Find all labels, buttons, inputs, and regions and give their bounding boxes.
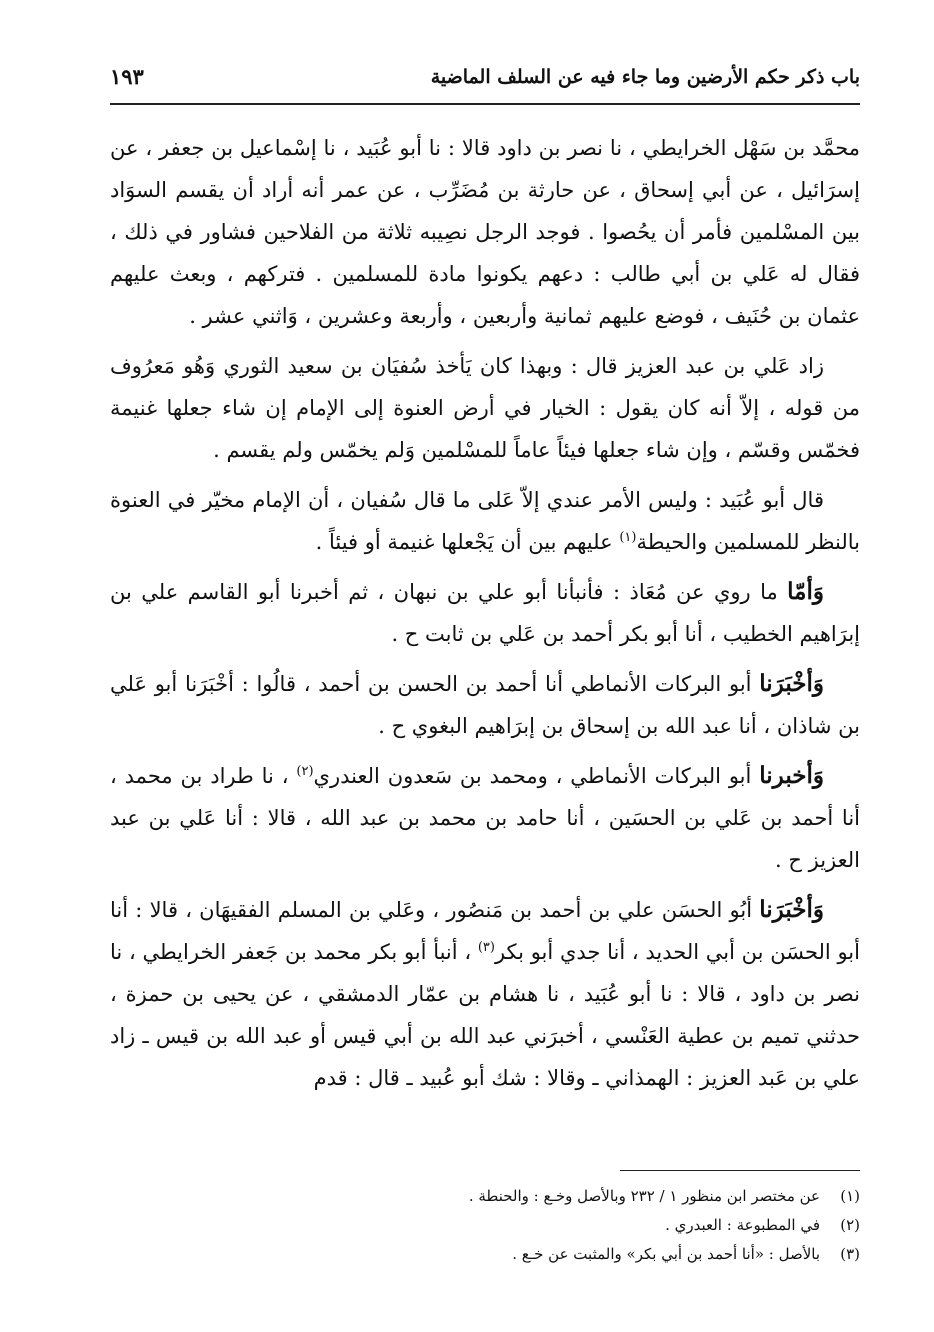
paragraph-lead-word: وَأخْبَرَنا	[759, 896, 824, 923]
paragraph-text: أبُو الحسَن علي بن أحمد بن مَنصُور ، وعَلي بن المسلم الفقيهَان ، قالا : أنا أبو الحسَن بن أبي الحديد ، أنا جدي أبو بكر	[110, 898, 860, 964]
chapter-title: باب ذكر حكم الأرضين وما جاء فيه عن السلف الماضية	[430, 66, 860, 88]
paragraph-text-tail: عليهم بين أن يَجْعلها غنيمة أو فيئاً .	[315, 530, 620, 554]
paragraph	[110, 571, 860, 655]
paragraph-text: أبو البركات الأنماطي أنا أحمد بن الحسن بن أحمد ، قالُوا : أخْبَرَنا أبو عَلي بن شاذان ، أنا عبد الله بن إسحاق بن إبرَاهيم البغوي ح .	[110, 672, 860, 738]
footnote	[110, 1240, 860, 1269]
footnote-number: (٣)	[840, 1245, 860, 1263]
header-rule	[110, 103, 860, 105]
main-text	[110, 127, 860, 1107]
paragraph	[110, 127, 860, 337]
footnote-separator	[620, 1170, 860, 1171]
page-number: ١٩٣	[110, 64, 144, 89]
paragraph	[110, 889, 860, 1099]
paragraph	[110, 345, 860, 471]
paragraph-text: ما روي عن مُعَاذ : فأنبأنا أبو علي بن نبهان ، ثم أخبرنا أبو القاسم علي بن إبرَاهيم الخطيب ، أنا أبو بكر أحمد بن عَلي بن ثابت ح .	[110, 580, 860, 646]
paragraph	[110, 663, 860, 747]
footnote-number: (٢)	[840, 1216, 860, 1234]
paragraph-lead-word: وَأخْبَرَنا	[759, 670, 824, 697]
paragraph-text: أبو البركات الأنماطي ، ومحمد بن سَعدون العندري	[313, 764, 760, 788]
paragraph-text: زاد عَلي بن عبد العزيز قال : وبهذا كان يَأخذ سُفيَان بن سعيد الثوري وَهُو مَعرُوف من قوله ، إلاّ أنه كان يقول : الخيار في أرض العنوة إلى الإمام إن شاء جعلها غنيمة فخمّس وقسّم ، وإن شاء جعلها فيئاً عاماً للمسْلمين وَلم يخمّس ولم يقسم .	[110, 354, 860, 462]
paragraph-text: محمَّد بن سَهْل الخرايطي ، نا نصر بن داود قالا : نا أبو عُبَيد ، نا إسْماعيل بن جعفر ، عن إسرَائيل ، عن أبي إسحاق ، عن حارثة بن مُضَرِّب ، عن عمر أنه أراد أن يقسم السوَاد بين المسْلمين فأمر أن يحُصوا . فوجد الرجل نصِيبه ثلاثة من الفلاحين فشاور في ذلك ، فقال له عَلي بن أبي طالب : دعهم يكونوا مادة للمسلمين . فتركهم ، وبعث عليهم عثمان بن حُنَيف ، فوضع عليهم ثمانية وأربعين ، وأربعة وعشرين ، وَاثني عشر .	[110, 136, 860, 328]
footnote-marker: (١)	[619, 530, 637, 545]
footnotes	[110, 1182, 860, 1269]
footnote	[110, 1182, 860, 1211]
footnote-text: في المطبوعة : العبدري .	[665, 1216, 820, 1234]
running-header	[110, 60, 860, 100]
footnote-text: عن مختصر ابن منظور ١ / ٢٣٢ وبالأصل وخـع : والحنطة .	[468, 1187, 820, 1205]
paragraph-lead-word: وَأمّا	[787, 578, 824, 605]
footnote-marker: (٢)	[296, 764, 314, 779]
paragraph-lead-word: وَأخبرنا	[759, 762, 824, 789]
footnote-text: بالأصل : «أنا أحمد بن أبي بكر» والمثبت عن خـع .	[512, 1245, 820, 1263]
paragraph	[110, 479, 860, 563]
footnote-marker: (٣)	[477, 940, 495, 955]
footnote-number: (١)	[840, 1187, 860, 1205]
paragraph-text-tail: ، نا طراد بن محمد ، أنا أحمد بن عَلي بن الحسَين ، أنا حامد بن محمد بن عبد الله ، قالا : أنا عَلي بن عبد العزيز ح .	[110, 764, 860, 872]
paragraph-text-tail: ، أنبأ أبو بكر محمد بن جَعفر الخرايطي ، نا نصر بن داود ، قالا : نا أبو عُبَيد ، نا هشام بن عمّار الدمشقي ، عن يحيى بن حمزة ، حدثني تميم بن عطية العَنْسي ، أخبرَني عبد الله بن أبي قيس أو عبد الله بن قيس ـ زاد علي بن عَبد العزيز : الهمذاني ـ وقالا : شك أبو عُبيد ـ قال : قدم	[110, 940, 860, 1090]
paragraph-text: قال أبو عُبَيد : وليس الأمر عندي إلاّ عَلى ما قال سُفيان ، أن الإمام مخيّر في العنوة بالنظر للمسلمين والحيطة	[110, 488, 860, 554]
paragraph	[110, 755, 860, 881]
footnote	[110, 1211, 860, 1240]
